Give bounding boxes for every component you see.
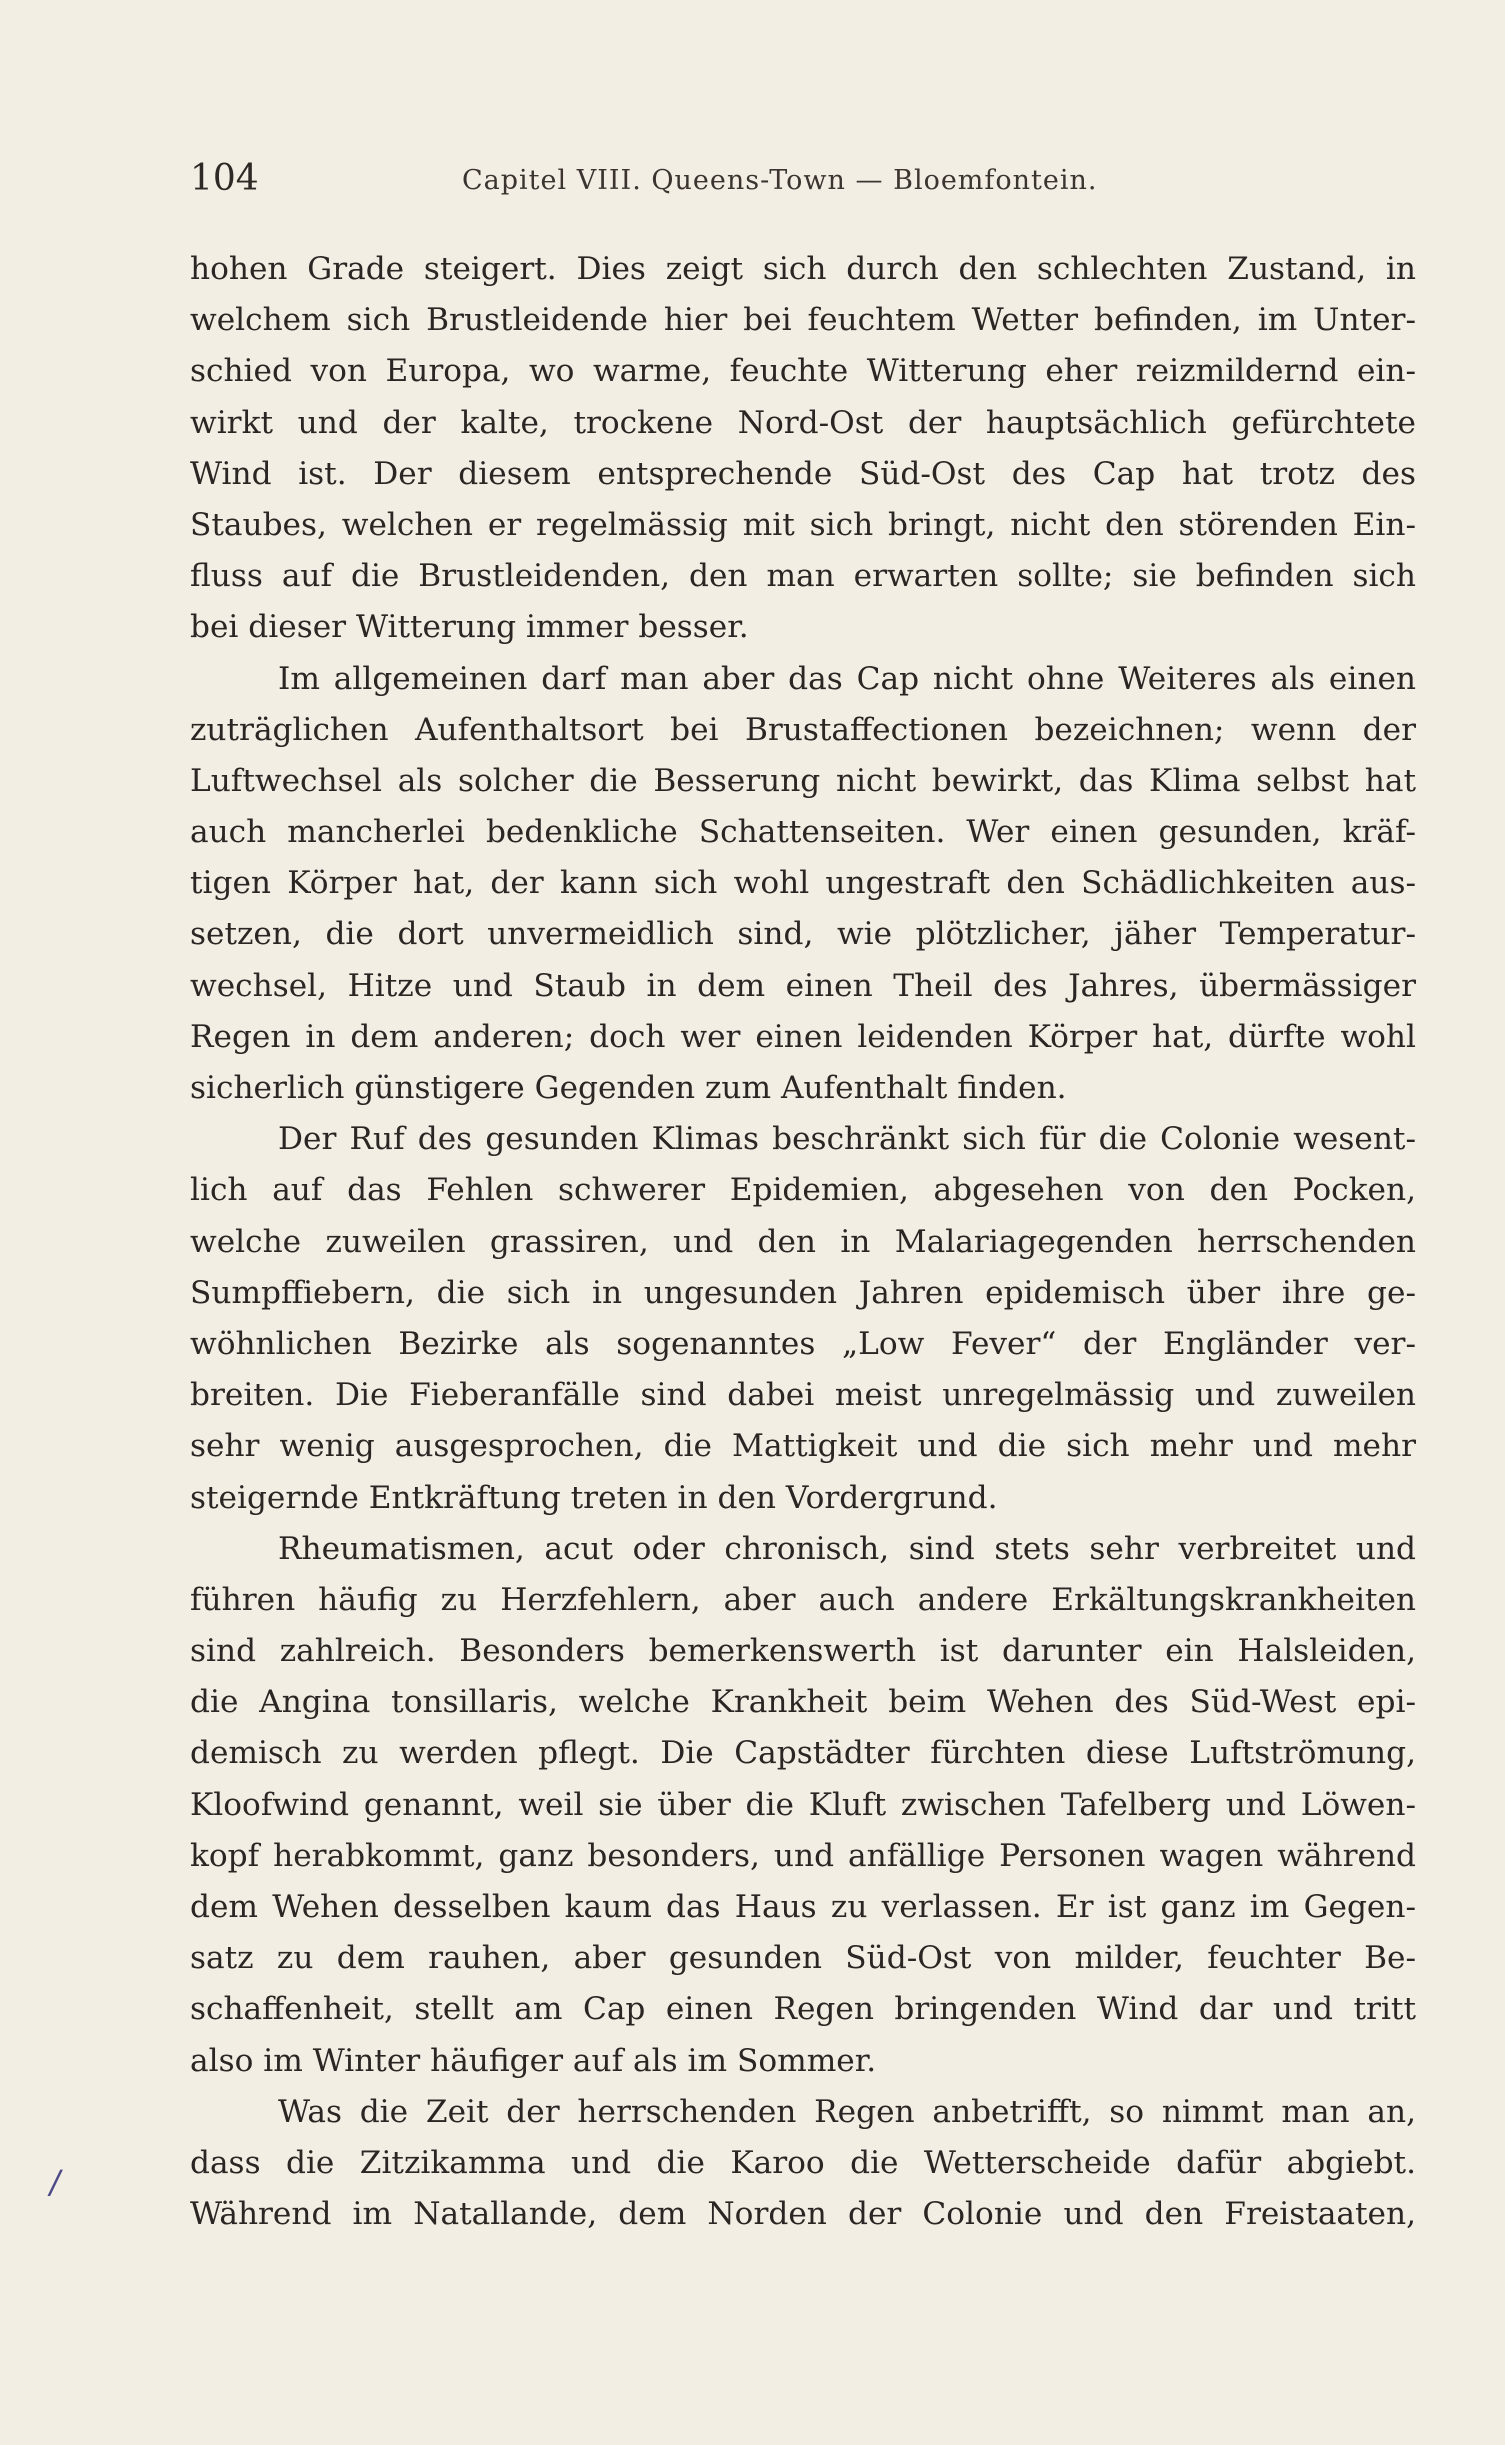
text-line: hohen Grade steigert. Dies zeigt sich durch den schlechten Zustand, in xyxy=(190,251,1416,287)
text-line: satz zu dem rauhen, aber gesunden Süd-Ost von milder, feuchter Be- xyxy=(190,1940,1416,1977)
text-line: schaffenheit, stellt am Cap einen Regen bringenden Wind dar und tritt xyxy=(190,1991,1416,2028)
text-line: wöhnlichen Bezirke als sogenanntes „Low Fever“ der Engländer ver- xyxy=(190,1325,1416,1362)
text-line: schied von Europa, wo warme, feuchte Witterung eher reizmildernd ein- xyxy=(190,353,1416,390)
body-text xyxy=(190,244,1416,2240)
text-line: Im allgemeinen darf man aber das Cap nicht ohne Weiteres als einen xyxy=(278,660,1416,697)
text-line: sehr wenig ausgesprochen, die Mattigkeit und die sich mehr und mehr xyxy=(190,1428,1416,1465)
text-line: breiten. Die Fieberanfälle sind dabei meist unregelmässig und zuweilen xyxy=(190,1377,1416,1414)
text-line: also im Winter häufiger auf als im Sommer. xyxy=(190,2042,877,2079)
text-line: steigernde Entkräftung treten in den Vordergrund. xyxy=(190,1479,998,1516)
text-line: sicherlich günstigere Gegenden zum Aufenthalt finden. xyxy=(190,1070,1067,1106)
text-line: kopf herabkommt, ganz besonders, und anfällige Personen wagen während xyxy=(190,1837,1416,1874)
text-line: Luftwechsel als solcher die Besserung nicht bewirkt, das Klima selbst hat xyxy=(190,762,1416,799)
text-line: sind zahlreich. Besonders bemerkenswerth ist darunter ein Halsleiden, xyxy=(190,1633,1416,1670)
text-line: Was die Zeit der herrschenden Regen anbetrifft, so nimmt man an, xyxy=(278,2093,1416,2130)
text-line: zuträglichen Aufenthaltsort bei Brustaffectionen bezeichnen; wenn der xyxy=(190,711,1416,748)
text-line: dass die Zitzikamma und die Karoo die Wetterscheide dafür abgiebt. xyxy=(190,2144,1416,2181)
text-line: Regen in dem anderen; doch wer einen leidenden Körper hat, dürfte wohl xyxy=(190,1018,1416,1055)
text-line: demisch zu werden pflegt. Die Capstädter fürchten diese Luftströmung, xyxy=(190,1735,1416,1772)
running-title: Capitel VIII. Queens-Town — Bloemfontein. xyxy=(462,165,1098,196)
page-header xyxy=(190,155,1420,215)
text-line: welchem sich Brustleidende hier bei feuchtem Wetter befinden, im Unter- xyxy=(190,302,1416,339)
page-number: 104 xyxy=(190,158,259,199)
text-line: Wind ist. Der diesem entsprechende Süd-Ost des Cap hat trotz des xyxy=(190,455,1416,492)
text-line: Staubes, welchen er regelmässig mit sich bringt, nicht den störenden Ein- xyxy=(190,506,1416,543)
text-line: die Angina tonsillaris, welche Krankheit beim Wehen des Süd-West epi- xyxy=(190,1684,1416,1721)
text-line: Kloofwind genannt, weil sie über die Kluft zwischen Tafelberg und Löwen- xyxy=(190,1786,1416,1823)
text-line: bei dieser Witterung immer besser. xyxy=(190,609,749,646)
text-line: welche zuweilen grassiren, und den in Malariagegenden herrschenden xyxy=(190,1223,1416,1260)
text-line: auch mancherlei bedenkliche Schattenseiten. Wer einen gesunden, kräf- xyxy=(190,814,1416,851)
text-line: lich auf das Fehlen schwerer Epidemien, abgesehen von den Pocken, xyxy=(190,1172,1416,1209)
text-line: Sumpffiebern, die sich in ungesunden Jahren epidemisch über ihre ge- xyxy=(190,1274,1416,1311)
text-line: setzen, die dort unvermeidlich sind, wie plötzlicher, jäher Temperatur- xyxy=(190,916,1416,953)
text-line: tigen Körper hat, der kann sich wohl ungestraft den Schädlichkeiten aus- xyxy=(190,865,1416,902)
text-line: Der Ruf des gesunden Klimas beschränkt sich für die Colonie wesent- xyxy=(278,1121,1416,1158)
text-line: führen häufig zu Herzfehlern, aber auch andere Erkältungskrankheiten xyxy=(190,1581,1416,1618)
text-line: dem Wehen desselben kaum das Haus zu verlassen. Er ist ganz im Gegen- xyxy=(190,1889,1416,1925)
text-line: Rheumatismen, acut oder chronisch, sind stets sehr verbreitet und xyxy=(278,1530,1416,1567)
text-line: wechsel, Hitze und Staub in dem einen Theil des Jahres, übermässiger xyxy=(190,967,1416,1004)
margin-pencil-mark: / xyxy=(46,2163,65,2201)
text-line: fluss auf die Brustleidenden, den man erwarten sollte; sie befinden sich xyxy=(190,558,1416,595)
text-line: wirkt und der kalte, trockene Nord-Ost der hauptsächlich gefürchtete xyxy=(190,404,1416,441)
text-line: Während im Natallande, dem Norden der Colonie und den Freistaaten, xyxy=(190,2196,1416,2233)
